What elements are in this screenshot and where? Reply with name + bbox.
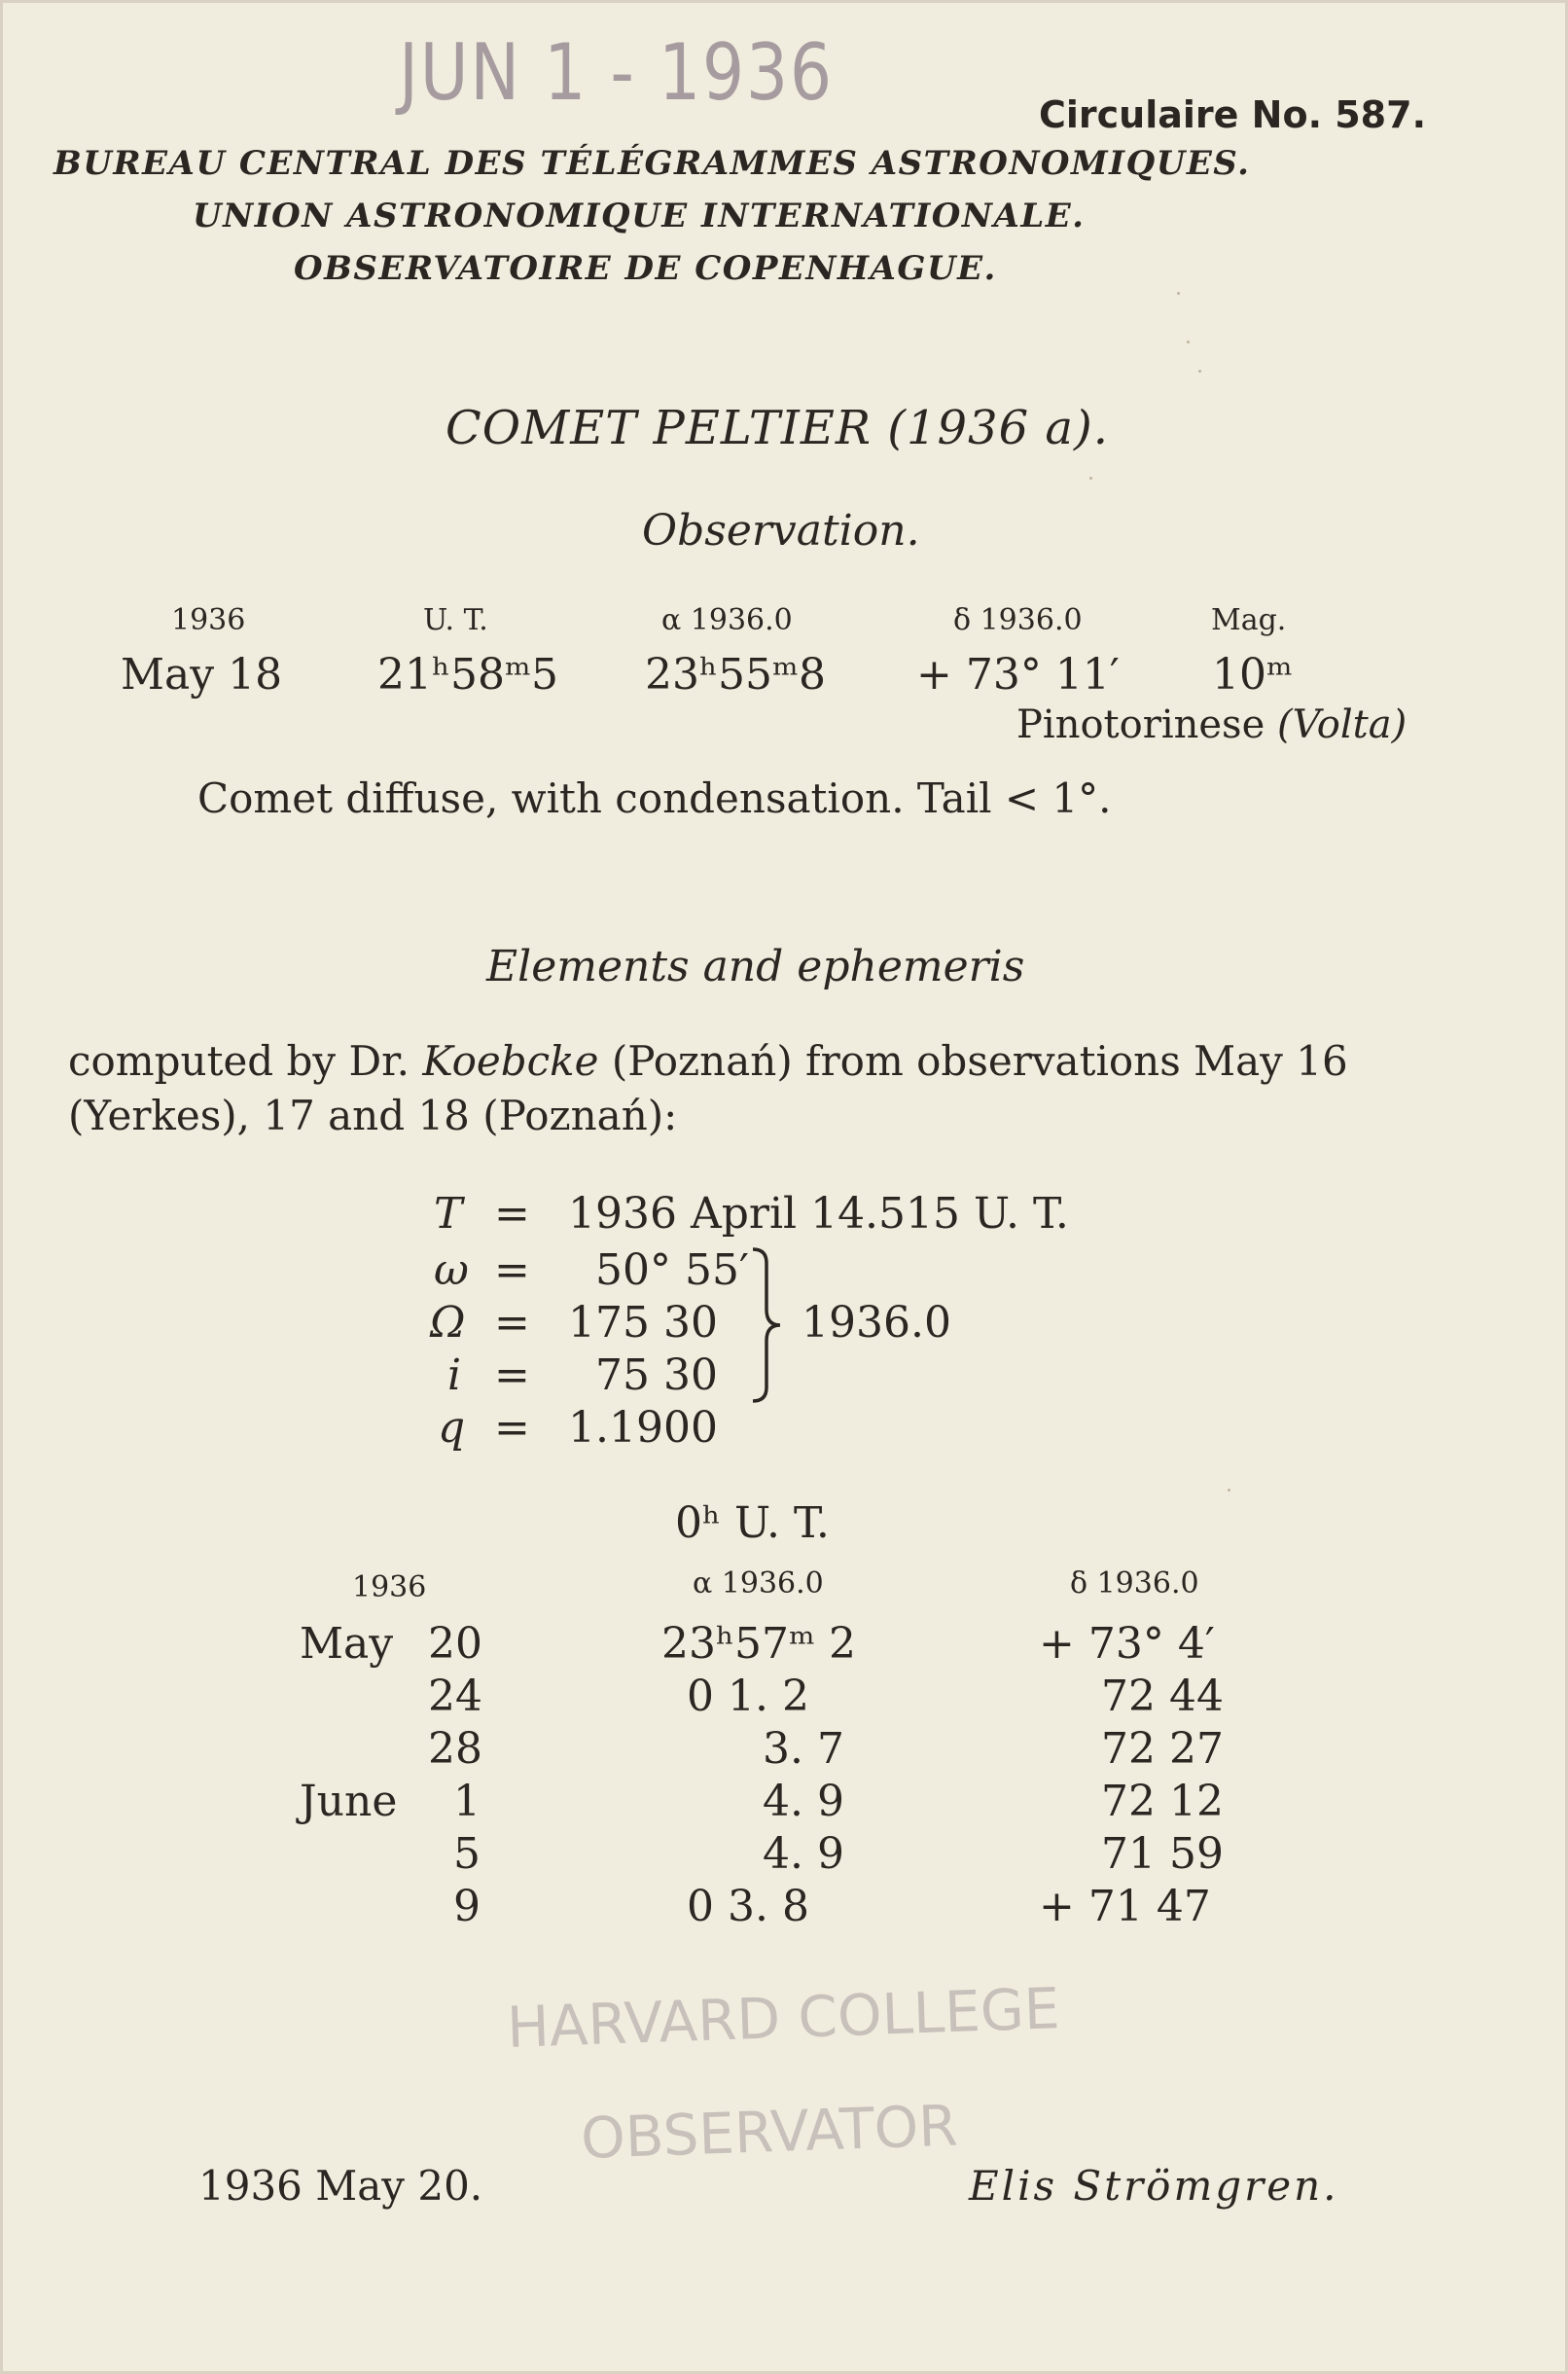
circular-number: Circulaire No. 587. [1039, 93, 1426, 136]
ephem-alpha: 4. 9 [763, 1777, 844, 1826]
element-node-symbol: Ω [430, 1298, 466, 1348]
element-node-value: 175 30 [568, 1298, 718, 1348]
ephem-alpha: 4. 9 [763, 1829, 844, 1879]
paper-speck [1228, 1489, 1230, 1492]
element-T-equals: = [494, 1189, 530, 1239]
ephem-delta: + 73° 4′ [1039, 1619, 1215, 1669]
element-T-symbol: T [434, 1189, 463, 1239]
obs-observer: (Volta) [1276, 702, 1408, 747]
ephem-alpha: 0 1. 2 [687, 1672, 809, 1721]
ephem-col-alpha: α 1936.0 [693, 1566, 824, 1601]
header-union: UNION ASTRONOMIQUE INTERNATIONALE. [193, 197, 1086, 235]
ephem-alpha: 3. 7 [763, 1724, 844, 1774]
element-equinox: 1936.0 [802, 1298, 951, 1348]
received-date-stamp: JUN 1 - 1936 [399, 27, 834, 118]
element-omega-equals: = [494, 1245, 530, 1295]
ephem-col-delta: δ 1936.0 [1070, 1566, 1199, 1601]
paper-speck [1177, 292, 1180, 295]
ephem-day: 9 [453, 1882, 481, 1931]
ephemeris-time-heading: 0ʰ U. T. [675, 1498, 830, 1548]
ephem-day: 20 [428, 1619, 482, 1669]
footer-signature: Elis Strömgren. [969, 2162, 1339, 2210]
header-observatory: OBSERVATOIRE DE COPENHAGUE. [294, 249, 997, 288]
element-i-value: 75 30 [595, 1350, 718, 1400]
paper-speck [1187, 341, 1190, 343]
element-omega-value: 50° 55′ [595, 1245, 749, 1295]
footer-date: 1936 May 20. [198, 2162, 483, 2210]
harvard-stamp-line1: HARVARD COLLEGE [506, 1975, 1061, 2061]
obs-col-mag: Mag. [1211, 603, 1287, 637]
obs-observatory: Pinotorinese [1016, 702, 1265, 747]
obs-note: Comet diffuse, with condensation. Tail < 1°. [197, 774, 1112, 822]
ephem-day: 5 [453, 1829, 481, 1879]
element-i-equals: = [494, 1350, 530, 1400]
obs-col-ut: U. T. [423, 603, 488, 637]
element-q-symbol: q [438, 1403, 466, 1453]
intro-computer-name: Koebcke [422, 1037, 599, 1085]
obs-col-alpha: α 1936.0 [661, 603, 793, 637]
ephem-day: 28 [428, 1724, 482, 1774]
ephem-delta: + 71 47 [1039, 1882, 1211, 1931]
obs-col-year: 1936 [171, 603, 246, 637]
element-i-symbol: i [447, 1350, 462, 1400]
obs-delta: + 73° 11′ [916, 650, 1120, 700]
intro-text-b: (Poznań) from observations May 16 [611, 1037, 1348, 1085]
element-q-value: 1.1900 [568, 1403, 718, 1453]
intro-text-a: computed by Dr. [68, 1037, 410, 1085]
element-omega-symbol: ω [434, 1245, 469, 1295]
ephem-day: 1 [453, 1777, 481, 1826]
obs-ut: 21ʰ58ᵐ5 [377, 650, 558, 700]
element-q-equals: = [494, 1403, 530, 1453]
brace-icon [745, 1245, 788, 1405]
ephem-day: 24 [428, 1672, 482, 1721]
ephem-delta: 71 59 [1101, 1829, 1224, 1879]
harvard-stamp-line2: OBSERVATOR [580, 2092, 959, 2172]
header-bureau: BUREAU CENTRAL DES TÉLÉGRAMMES ASTRONOMIQUES. [53, 144, 1251, 183]
observation-heading: Observation. [642, 506, 920, 556]
ephem-delta: 72 44 [1101, 1672, 1224, 1721]
ephem-delta: 72 12 [1101, 1777, 1224, 1826]
obs-place [1016, 702, 1407, 747]
comet-title: COMET PELTIER (1936 a). [445, 401, 1109, 455]
obs-magnitude: 10ᵐ [1212, 650, 1293, 700]
ephem-month: June [300, 1777, 398, 1826]
ephem-delta: 72 27 [1101, 1724, 1224, 1774]
obs-col-delta: δ 1936.0 [953, 603, 1083, 637]
elements-intro-line1 [68, 1037, 1348, 1085]
paper-speck [1089, 477, 1092, 480]
obs-date: May 18 [121, 650, 283, 700]
paper-speck [1198, 370, 1201, 373]
obs-alpha: 23ʰ55ᵐ8 [645, 650, 826, 700]
element-node-equals: = [494, 1298, 530, 1348]
ephem-alpha: 0 3. 8 [687, 1882, 809, 1931]
elements-intro-line2: (Yerkes), 17 and 18 (Poznań): [68, 1092, 678, 1139]
ephem-alpha: 23ʰ57ᵐ 2 [661, 1619, 856, 1669]
element-T-value: 1936 April 14.515 U. T. [568, 1189, 1069, 1239]
elements-heading: Elements and ephemeris [486, 942, 1025, 991]
ephem-col-year: 1936 [352, 1570, 427, 1604]
ephem-month: May [300, 1619, 394, 1669]
